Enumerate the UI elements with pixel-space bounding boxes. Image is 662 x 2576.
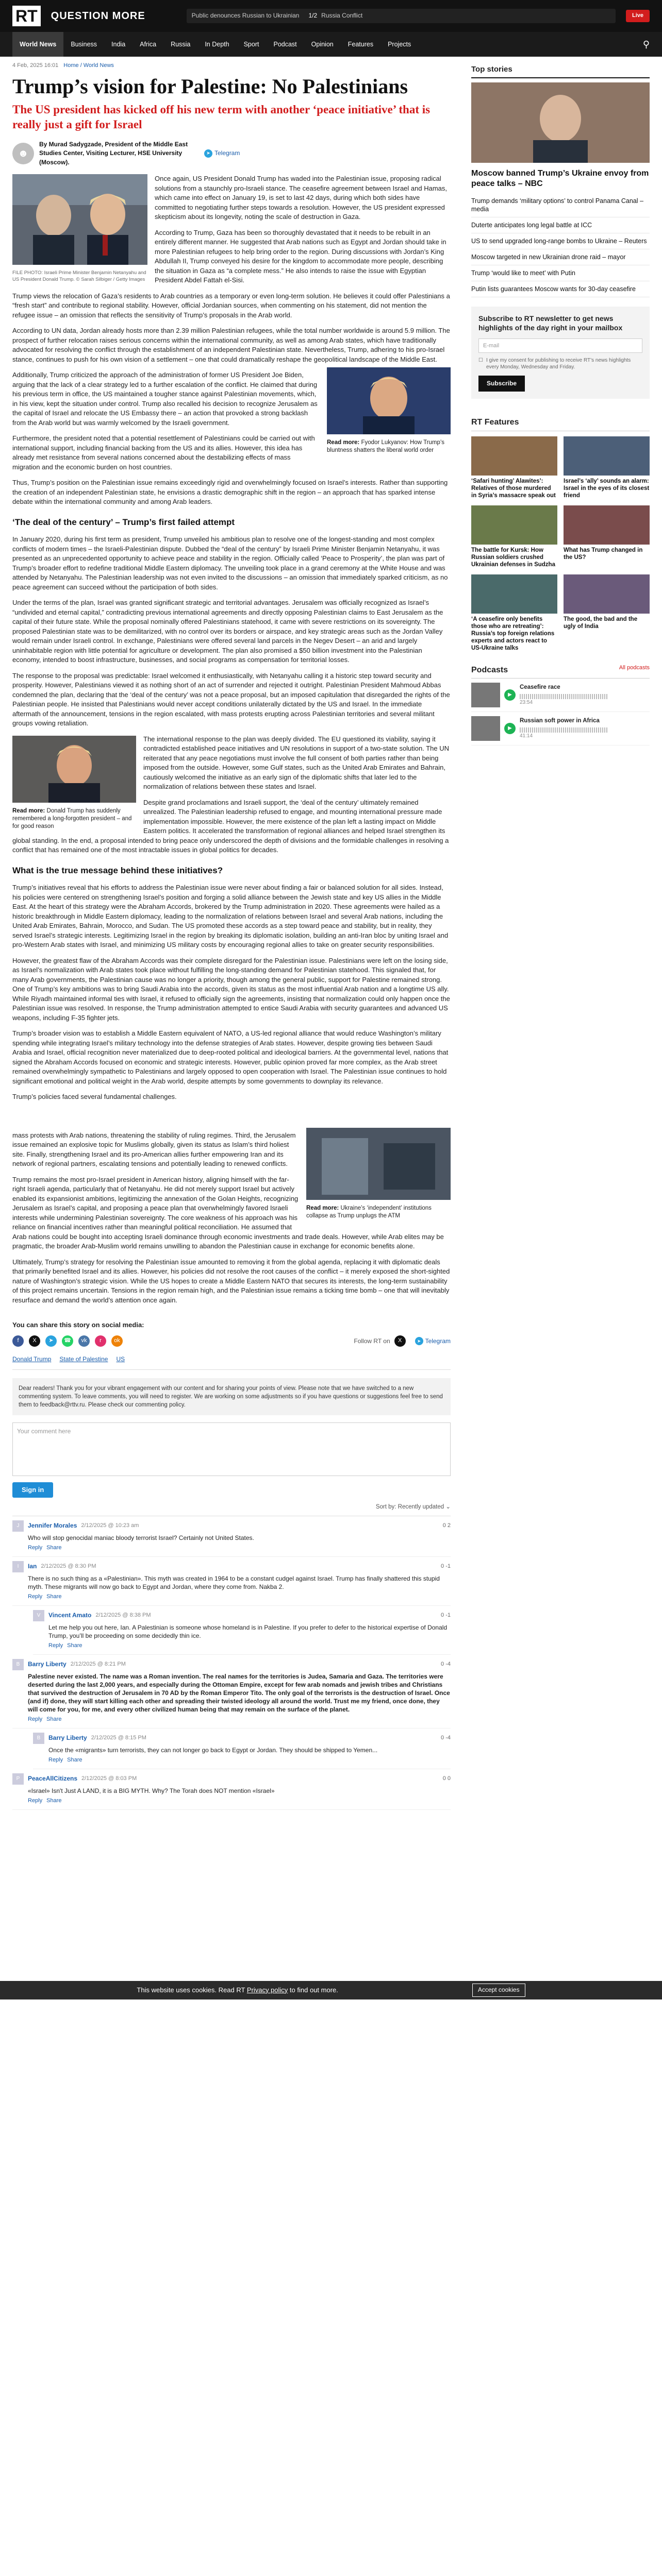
newsletter (471, 307, 650, 399)
comment (12, 1769, 451, 1810)
checkbox-icon[interactable]: ☐ (478, 358, 483, 364)
comment-votes[interactable]: 0 -1 (441, 1563, 451, 1570)
telegram-icon: ➤ (415, 1337, 423, 1345)
podcasts-header (471, 664, 650, 679)
section-heading: What is the true message behind these initiatives? (12, 865, 223, 875)
read-more-image (327, 367, 451, 434)
read-more-label: Read more: (12, 808, 45, 815)
comment-text: «Israel» Isn't Just A LAND, it is a BIG MYTH. Why? The Torah does NOT mention «Israel» (28, 1787, 275, 1794)
feature-title[interactable]: The good, the bad and the ugly of India (564, 616, 638, 630)
paragraph: Trump’s broader vision was to establish a Middle Eastern equivalent of NATO, a US-led regional alliance that would reduce Washington’s military spending while integrating Israel’s military technology into the defense strategies of Arab states. However, despite growing ties between Saudi Arabia and Israel, official recognition never materialized due to deep-rooted political and ideological barriers. At the governmental level, nations that signed the Abraham Accords focused on economic and strategic interests. However, public opinion proved far more complex, as the Arab street remained overwhelmingly sympathetic to Palestinians and largely opposed to open cooperation with Israel. The Palestinian issue continues to hold significant emotional and political weight in the Arab world, despite attempts by some governments to downplay its relevance. (12, 1029, 449, 1085)
podcast-item (471, 712, 650, 745)
podcast-duration: 23:54 (520, 699, 533, 705)
feature-image[interactable] (564, 436, 650, 476)
comment-input[interactable]: Your comment here (12, 1422, 451, 1476)
top-story-title[interactable]: Moscow banned Trump’s Ukraine envoy from peace talks – NBC (471, 169, 649, 189)
comment-text: There is no such thing as a «Palestinian». This myth was created in 1964 to be a constant cudgel against Israel. Trump has finally shattered this stupid myth. These migrants will now go back to Egypt and Jordan, where they come from. Nakba 2. (28, 1575, 440, 1591)
comment (12, 1557, 451, 1606)
comment-list (12, 1516, 451, 1810)
comment-author[interactable]: Barry Liberty (48, 1734, 87, 1742)
read-more-box[interactable] (12, 736, 136, 831)
nav-item[interactable]: Africa (140, 41, 157, 48)
read-more-image (306, 1128, 451, 1200)
subscribe-button[interactable]: Subscribe (478, 376, 525, 392)
sort-select[interactable]: Sort by: Recently updated ⌄ (12, 1503, 451, 1516)
reply-link[interactable]: Reply (28, 1594, 43, 1600)
top-story-title[interactable]: Moscow targeted in new Ukrainian drone raid – mayor (471, 253, 626, 261)
podcast-title[interactable]: Russian soft power in Africa (520, 718, 600, 724)
site-slogan: QUESTION MORE (51, 10, 145, 22)
paragraph: Trump remains the most pro-Israel president in American history, aligning himself with the far-right Israeli agenda, particularly that of Netanyahu. He did not merely support Israel but actively enabled its expansionist ambitions, legitimizing the annexation of the Golan Heights, recognizing Jerusalem as Israel’s capital, and proposing a peace plan that overwhelmingly favored Israeli interests while undermining Palestinian sovereignty. The core weakness of his approach was his reliance on financial incentives rather than meaningful political reconciliation. He assumed that Arab nations could be bought into accepting Israeli dominance through economic investments and trade deals. However, while Arab elites may be pragmatic, the broader Arab-Muslim world remains unwilling to abandon the Palestinian cause in exchange for economic benefits alone. (12, 1175, 444, 1250)
comment-time: 2/12/2025 @ 8:15 PM (91, 1734, 146, 1741)
read-more-label: Read more: (306, 1205, 339, 1212)
feature-card[interactable] (564, 505, 650, 568)
search-icon[interactable]: ⚲ (642, 39, 650, 49)
comment (33, 1728, 451, 1769)
features-heading: RT Features (471, 416, 650, 431)
comment-actions (28, 1593, 451, 1601)
top-story-title[interactable]: US to send upgraded long-range bombs to Ukraine – Reuters (471, 238, 647, 245)
feature-title[interactable]: The battle for Kursk: How Russian soldiers crushed Ukrainian defenses in Sudzha (471, 547, 555, 568)
email-field[interactable]: E-mail (478, 338, 642, 353)
feature-card[interactable] (564, 574, 650, 652)
nav-item[interactable]: Opinion (311, 41, 334, 48)
breadcrumb[interactable]: Home / World News (63, 62, 114, 69)
read-more-label: Read more: (327, 439, 360, 446)
telegram-label: Telegram (214, 149, 240, 157)
comments-notice: Dear readers! Thank you for your vibrant engagement with our content and for sharing your points of view. Please note that we have switched to a new commenting system. To leave comments, you will need to register. We are working on some adjustments so if you have questions or suggestions feel free to send them to feedback@rttv.ru. Please check our commenting policy. (12, 1378, 451, 1415)
nav-item[interactable]: Podcast (273, 41, 297, 48)
top-story-item[interactable] (471, 233, 650, 249)
comment (33, 1606, 451, 1655)
top-story-item[interactable] (471, 193, 650, 217)
comment-header (12, 1659, 451, 1670)
read-more-image (12, 736, 136, 803)
comment (12, 1655, 451, 1728)
podcast-item (471, 679, 650, 712)
features-grid (471, 436, 650, 652)
share-link[interactable]: Share (46, 1797, 62, 1804)
telegram-icon: ➤ (204, 149, 212, 158)
comment-header (33, 1733, 451, 1744)
paragraph: The international response to the plan was deeply divided. The EU questioned its viability, saying it contradicted established peace initiatives and UN resolutions in support of a two-state solution. The UN reiterated that any peace negotiations must involve the full consent of both parties rather than being imposed from the outside. However, some Gulf states, such as the United Arab Emirates and Bahrain, cautiously welcomed the initiative as an early sign of the diplomatic shifts that later led to the normalization of relations between these states and Israel. (143, 735, 450, 791)
share-bar (12, 1335, 451, 1347)
share-link[interactable]: Share (46, 1716, 62, 1722)
top-story-image[interactable] (471, 82, 650, 163)
author-block (12, 140, 451, 174)
paragraph: According to Trump, Gaza has been so thoroughly devastated that it needs to be rebuilt in an entirely different manner. He suggested that Arab nations such as Egypt and Jordan should take in more Palestinian refugees to help bring order to the region. During discussions with Jordan’s King Abdullah II, Trump conveyed his desire for the kingdom to accommodate more people, describing the situation in Gaza as “a complete mess.” He also intends to raise the issue with Egyptian President Abdel Fattah el-Sisi. (155, 228, 446, 284)
all-podcasts-link[interactable]: All podcasts (619, 664, 650, 671)
comment-votes[interactable]: 0 -4 (441, 1660, 451, 1667)
feature-title[interactable]: ‘Safari hunting’ Alawites’: Relatives of those murdered in Syria’s massacre speak out (471, 478, 556, 499)
share-heading: You can share this story on social media: (12, 1321, 144, 1329)
feature-image[interactable] (471, 436, 557, 476)
comment-author[interactable]: Vincent Amato (48, 1612, 92, 1619)
comment-votes[interactable]: 0 2 (442, 1522, 451, 1529)
comment-actions (48, 1756, 451, 1765)
read-more-link[interactable]: Donald Trump has suddenly remembered a long-forgotten president – and for good reason (12, 808, 132, 830)
section-heading: ‘The deal of the century’ – Trump’s first failed attempt (12, 517, 235, 527)
tag-link[interactable]: State of Palestine (59, 1355, 108, 1363)
comment-votes[interactable]: 0 0 (442, 1775, 451, 1782)
main-nav (0, 32, 662, 57)
avatar: B (33, 1733, 44, 1744)
comment-votes[interactable]: 0 -4 (441, 1734, 451, 1741)
privacy-link[interactable]: Privacy policy (246, 1986, 288, 1994)
photo-caption: FILE PHOTO: Israeli Prime Minister Benjamin Netanyahu and US President Donald Trump. © Sarah Silbiger / Getty Images (12, 270, 146, 283)
comment-text: Let me help you out here, Ian. A Palestinian is someone whose homeland is in Palestine. If you prefer to defer to the historical expertise of Donald Trump, you’ll be proceeding on some decidedly thin ice. (48, 1624, 448, 1640)
live-button[interactable]: Live (626, 10, 650, 22)
comment (12, 1516, 451, 1557)
comment-time: 2/12/2025 @ 8:03 PM (81, 1775, 137, 1782)
feature-image[interactable] (564, 505, 650, 545)
feature-image[interactable] (564, 574, 650, 614)
nav-item[interactable]: Projects (388, 41, 411, 48)
author-avatar: ☻ (12, 143, 34, 164)
article-date: 4 Feb, 2025 16:01 (12, 62, 59, 69)
comment-text: Who will stop genocidal maniac bloody terrorist Israel? Certainly not United States. (28, 1534, 254, 1542)
rt-logo[interactable]: RT (12, 6, 41, 26)
x-icon[interactable]: X (394, 1335, 406, 1347)
top-story-item[interactable] (471, 217, 650, 233)
consent-label: I give my consent for publishing to receive RT’s news highlights every Monday, Wednesday and Friday. (486, 358, 631, 370)
comment-time: 2/12/2025 @ 8:30 PM (41, 1563, 96, 1570)
comment-actions (48, 1642, 451, 1650)
ticker-text: Public denounces Russian to Ukrainian (191, 12, 300, 20)
feature-title[interactable]: What has Trump changed in the US? (564, 547, 643, 561)
comment-time: 2/12/2025 @ 8:38 PM (95, 1612, 151, 1619)
paragraph: Thus, Trump’s position on the Palestinian issue remains exceedingly rigid and overwhelmingly focused on Israel’s interests. Rather than supporting the creation of an independent Palestinian state, he envisions a drastic demographic shift in the region – an approach that has sparked intense debate within the international community and among Arab leaders. (12, 479, 448, 506)
nav-item[interactable]: India (111, 41, 126, 48)
ok-icon[interactable]: ok (111, 1335, 123, 1347)
podcast-thumbnail[interactable] (471, 683, 500, 707)
feature-title[interactable]: ‘A ceasefire only benefits those who are retreating’: Russia’s top foreign relations experts and actors react to US-Ukraine talks (471, 616, 555, 651)
tag-link[interactable]: US (116, 1355, 125, 1363)
comment-header (12, 1520, 451, 1532)
podcast-thumbnail[interactable] (471, 716, 500, 741)
comment-header (12, 1561, 451, 1572)
top-story-title[interactable]: Trump ‘would like to meet’ with Putin (471, 269, 575, 277)
top-story-item[interactable] (471, 281, 650, 297)
paragraph: Trump views the relocation of Gaza’s residents to Arab countries as a temporary or even long-term solution. He believes it could offer Palestinians a “fresh start” and contribute to regional stability. However, official Jordanian sources, when commenting on his statement, did not mention the refugee issue – an omission that reflects the sensitivity of Trump’s proposals in the Arab world. (12, 292, 450, 319)
play-icon[interactable]: ▶ (504, 689, 516, 701)
sign-in-button[interactable]: Sign in (12, 1482, 53, 1498)
avatar: P (12, 1773, 24, 1785)
share-link[interactable]: Share (46, 1594, 62, 1600)
paragraph: Trump’s initiatives reveal that his efforts to address the Palestinian issue were never about finding a fair or balanced solution for all sides. Instead, his policies were centered on strengthening Israel’s position and forging a solid alliance between the Jewish state and key US allies in the Middle East. At the heart of this strategy were the Abraham Accords, brokered by the Trump administration in 2020. These agreements were hailed as a historic breakthrough in Middle Eastern diplomacy, leading to the normalization of relations between Israel and several Arab nations, including the United Arab Emirates, Bahrain, Morocco, and Sudan. The US promoted these accords as a step toward peace and stability, but in reality, they served Israel’s strategic interests. Legitimizing Israel in the region by breaking its diplomatic isolation, building an anti-Iran bloc by uniting Israel and pro-Western Arab states with Israel, and minimizing US military costs by encouraging regional allies to take on greater security responsibilities. (12, 884, 449, 949)
nav-item[interactable]: Features (347, 41, 374, 48)
cookie-text: This website uses cookies. Read RT (137, 1986, 245, 1994)
waveform[interactable] (520, 694, 607, 699)
article-lead: The US president has kicked off his new term with another ‘peace initiative’ that is really just a gift for Israel (12, 103, 431, 131)
feature-image[interactable] (471, 505, 557, 545)
feature-image[interactable] (471, 574, 557, 614)
paragraph: Ultimately, Trump’s strategy for resolving the Palestinian issue amounted to removing it from the global agenda, replacing it with diplomatic deals that primarily benefited Israel and its allies. However, his policies did not resolve the root causes of the conflict – it merely exposed the short-sighted nature of Washington’s strategic vision. While the US hopes to create a Middle Eastern NATO that secures its interests, the long-term sustainability of this project remains uncertain. Tensions in the region remain high, and the Palestinian issue remains a ticking time bomb – one that will inevitably resurface and demand the world’s attention once again. (12, 1258, 450, 1304)
paragraph: mass protests with Arab nations, threatening the stability of ruling regimes. Third, the Jerusalem issue remained an explosive topic for Muslims globally, given its status as Islam’s third holiest site. Finally, strengthening Israel and its pro-American allies further empowering Iran and its network of regional partners, escalating tensions and potentially leading to renewed conflicts. (12, 1131, 296, 1168)
comment-header (33, 1610, 451, 1621)
article-title: Trump’s vision for Palestine: No Palestinians (12, 74, 408, 98)
nav-item[interactable]: World News (12, 32, 63, 57)
top-stories-heading: Top stories (471, 64, 650, 78)
comment-text: Once the «migrants» turn terrorists, they can not longer go back to Egypt or Jordan. They should be shipped to Yemen... (48, 1746, 378, 1754)
avatar: B (12, 1659, 24, 1670)
consent-checkbox[interactable] (478, 357, 642, 370)
paragraph: Once again, US President Donald Trump has waded into the Palestinian issue, proposing radical solutions from a staunchly pro-Israeli stance. The ceasefire agreement between Israel and Hamas, which came into effect on January 19, is set to last 42 days, during which both sides have committed to negotiating further steps towards a resolution. However, the US president expressed skepticism about its longevity, noting the scale of destruction in Gaza. (155, 175, 447, 221)
waveform[interactable] (520, 727, 607, 733)
paragraph: Additionally, Trump criticized the approach of the administration of former US President Joe Biden, arguing that the lack of a clear strategy led to a further escalation of the conflict. He claimed that during his previous term in office, the US maintained a tougher stance against Palestinian movements, which, in his view, kept the situation under control. Trump also recalled his decision to recognize Jerusalem as the capital of Israel and relocate the US Embassy there – an action that provoked a strong backlash from the Arab world but was warmly welcomed by the Israeli government. (12, 371, 318, 427)
facebook-icon[interactable]: f (12, 1335, 24, 1347)
nav-item[interactable]: Sport (243, 41, 259, 48)
x-icon[interactable]: X (29, 1335, 40, 1347)
tag-link[interactable]: Donald Trump (12, 1355, 52, 1363)
podcast-title[interactable]: Ceasefire race (520, 684, 560, 691)
nav-item[interactable]: In Depth (205, 41, 229, 48)
comment-time: 2/12/2025 @ 10:23 am (81, 1522, 139, 1529)
follow-rt (354, 1335, 451, 1347)
telegram-icon[interactable]: ➤ (45, 1335, 57, 1347)
reply-link[interactable]: Reply (48, 1756, 63, 1763)
top-stories-list (471, 193, 650, 297)
author-name[interactable]: By Murad Sadygzade, President of the Middle East Studies Center, Visiting Lecturer, HSE University (Moscow). (39, 140, 188, 166)
comment-author[interactable]: Jennifer Morales (28, 1522, 77, 1530)
top-story-title[interactable]: Putin lists guarantees Moscow wants for 30-day ceasefire (471, 285, 636, 293)
paragraph: The response to the proposal was predictable: Israel welcomed it enthusiastically, with Netanyahu calling it a historic step toward security and prosperity. However, Palestinians viewed it as nothing short of an act of surrender and rejected it outright. Palestinian President Mahmoud Abbas condemned the plan, declaring that the ‘deal of the century’ was not a peace proposal, but an imposed capitulation that disregarded the rights of the Palestinian people. He insisted that Palestinians would never accept conditions unilaterally dictated by the US and Israel. In the immediate aftermath of the announcement, tensions in the region escalated, with mass protests erupting across Palestinian territories and several militant groups vowing retaliation. (12, 671, 450, 727)
feature-title[interactable]: Israel’s ‘ally’ sounds an alarm: Israel in the eyes of its closest friend (564, 478, 650, 499)
paragraph: Trump’s policies faced several fundamental challenges. (12, 1093, 177, 1101)
comment-time: 2/12/2025 @ 8:21 PM (70, 1660, 126, 1667)
paragraph: Despite grand proclamations and Israeli support, the ‘deal of the century’ ultimately remained unrealized. The Palestinian leadership refused to engage, and mounting international pressure made implementation impossible. However, the mere existence of the plan left a lasting impact on Middle Eastern politics. It accelerated the transformation of regional alliances and helped Israel strengthen its global standing. In the end, a proposal intended to bring peace only underscored the depth of divisions and the formidable challenges in resolving a conflict that has remained one of the most intractable issues in global politics for decades. (12, 798, 449, 854)
follow-telegram-label: Telegram (425, 1337, 451, 1345)
share-link[interactable]: Share (67, 1756, 82, 1763)
paragraph: Under the terms of the plan, Israel was granted significant strategic and territorial advantages. Jerusalem was officially recognized as Israel’s “undivided and eternal capital,” contradicting previous international agreements and directly opposing Palestinian claims to East Jerusalem as the capital of their future state. While the proposal nominally offered Palestinians statehood, it came with severe restrictions on its sovereignty. The proposed Palestinian state was to be demilitarized, with no control over its borders or airspace, and key strategic areas such as the Jordan Valley would remain under Israeli control. In exchange, Palestinians were offered several land parcels in the Negev Desert – an arid and largely uninhabitable region with little potential for agriculture or development. The plan also promised a $50 billion investment into the Palestinian economy, intended to boost infrastructure, businesses, and social programs as compensation for territorial losses. (12, 599, 443, 664)
feature-card[interactable] (564, 436, 650, 499)
follow-label: Follow RT on (354, 1337, 390, 1345)
top-story-title[interactable]: Trump demands ‘military options’ to control Panama Canal – media (471, 197, 643, 213)
read-more-box[interactable] (327, 367, 451, 454)
newsletter-title: Subscribe to RT newsletter to get news highlights of the day right in your mailbox (478, 314, 623, 332)
comment-text: Palestine never existed. The name was a Roman invention. The real names for the territories is Judea, Samaria and Gaza. The territories were deserted during the last 2,000 years, and especially during the Ottoman Empire, except for few arab nomads and jewish tribes and Christians that survived the destruction of Jerusalem in 70 AD by the Roman Emperor Tito. The only goal of the terrorists is the destruction of Israel. Once (and if) done, they will start killing each other and spreading their twisted ideology all around the world. Trust me my friend, once done, they will come for you, for me, and every other civilized human being that may remain on the surface of the planet. (28, 1672, 450, 1713)
lead-photo (12, 174, 147, 283)
feature-card[interactable] (471, 505, 557, 568)
comment-author[interactable]: PeaceAllCitizens (28, 1775, 78, 1783)
comment-header (12, 1773, 451, 1785)
tags (12, 1355, 451, 1369)
reply-link[interactable]: Reply (28, 1797, 43, 1804)
sidebar (471, 57, 650, 1810)
cookie-text-2: to find out more. (289, 1986, 338, 1994)
comment-actions (28, 1797, 451, 1805)
comment-author[interactable]: Barry Liberty (28, 1660, 67, 1668)
vk-icon[interactable]: vk (78, 1335, 90, 1347)
telegram-link[interactable] (204, 149, 240, 158)
feature-card[interactable] (471, 574, 557, 652)
nav-item[interactable]: Russia (171, 41, 191, 48)
reply-link[interactable]: Reply (28, 1545, 43, 1551)
photo-trump-netanyahu (12, 174, 147, 265)
article (12, 57, 451, 1810)
follow-telegram[interactable] (415, 1337, 451, 1346)
top-bar (0, 0, 662, 32)
comment-author[interactable]: Ian (28, 1563, 37, 1570)
read-more-link[interactable]: Fyodor Lukyanov: How Trump’s bluntness shatters the liberal world order (327, 439, 444, 454)
share-link[interactable]: Share (67, 1642, 82, 1649)
paragraph: In January 2020, during his first term as president, Trump unveiled his ambitious plan to resolve one of the longest-standing and most complex conflicts of modern times – the Israeli-Palestinian dispute. Dubbed the “deal of the century” by Israeli Prime Minister Benjamin Netanyahu, it was presented as an unprecedented opportunity to achieve peace and stability in the region. Officially called ‘Peace to Prosperity’, the plan was part of Trump’s broader effort to redefine traditional Middle Eastern diplomacy. The unveiling took place in a grand ceremony at the White House and was attended by Netanyahu. The Palestinian leadership was not even invited to the discussions – an omission that immediately sparked criticism, as no peace agreement can succeed without the participation of both sides. (12, 535, 448, 591)
whatsapp-icon[interactable]: ☎ (62, 1335, 73, 1347)
paragraph: Furthermore, the president noted that a potential resettlement of Palestinians could be carried out with international support, including financial backing from the US and its allies. However, this idea has already met resistance from several nations concerned about the destabilizing effects of mass migration and the economic burden on host countries. (12, 434, 315, 471)
podcast-duration: 41:14 (520, 733, 533, 739)
podcasts-heading: Podcasts (471, 665, 508, 674)
ticker-pill: Russia Conflict (321, 12, 363, 20)
cookie-banner (0, 1981, 662, 1999)
top-story-title[interactable]: Duterte anticipates long legal battle at ICC (471, 222, 592, 229)
comment-actions (28, 1716, 451, 1724)
reply-link[interactable]: Reply (28, 1716, 43, 1722)
avatar: I (12, 1561, 24, 1572)
share-link[interactable]: Share (46, 1545, 62, 1551)
reply-link[interactable]: Reply (48, 1642, 63, 1649)
read-more-link[interactable]: Ukraine’s ‘independent’ institutions collapse as Trump unplugs the ATM (306, 1205, 432, 1219)
comment-actions (28, 1544, 451, 1552)
top-story-item[interactable] (471, 265, 650, 281)
feature-card[interactable] (471, 436, 557, 499)
accept-cookies-button[interactable]: Accept cookies (472, 1984, 525, 1996)
play-icon[interactable]: ▶ (504, 723, 516, 734)
comment-votes[interactable]: 0 -1 (441, 1612, 451, 1619)
podcast-list (471, 679, 650, 745)
reddit-icon[interactable]: r (95, 1335, 106, 1347)
paragraph: However, the greatest flaw of the Abraham Accords was their complete disregard for the Palestinian issue. Palestinians were left on the losing side, as Israel’s normalization with Arab states took place without fulfilling the long-standing demand for Palestinian statehood. This signaled that, for many Arab governments, the Palestinian cause was no longer a priority, though among the general public, support for Palestine remained strong. One of Trump’s key ambitions was to bring Saudi Arabia into the accords, given its status as the most influential Arab nation and a longtime US ally. While Riyadh maintained informal ties with Israel, it refused to officially sign the agreements, insisting that normalization could only happen once the Palestinian issue was resolved. In response, the Trump administration attempted to entice Saudi Arabia with security guarantees and advanced US weapons, including F-35 fighter jets. (12, 956, 450, 1022)
avatar: V (33, 1610, 44, 1621)
nav-item[interactable]: Business (71, 41, 97, 48)
ticker-counter: 1/2 (308, 12, 318, 20)
paragraph: According to UN data, Jordan already hosts more than 2.39 million Palestinian refugees, while the total number worldwide is around 5.9 million. The prospect of further relocation raises serious concerns within the international community, as well as among Arab states, which have traditionally advocated for resolving the conflict through the establishment of an independent Palestinian state. Nevertheless, Trump, adhering to his pro-Israel stance, continues to push for his own vision of a settlement – one that could dramatically reshape the geopolitical landscape of the Middle East. (12, 327, 450, 363)
top-story-item[interactable] (471, 249, 650, 265)
avatar: J (12, 1520, 24, 1532)
news-ticker[interactable] (187, 9, 616, 23)
read-more-box[interactable] (306, 1128, 451, 1220)
